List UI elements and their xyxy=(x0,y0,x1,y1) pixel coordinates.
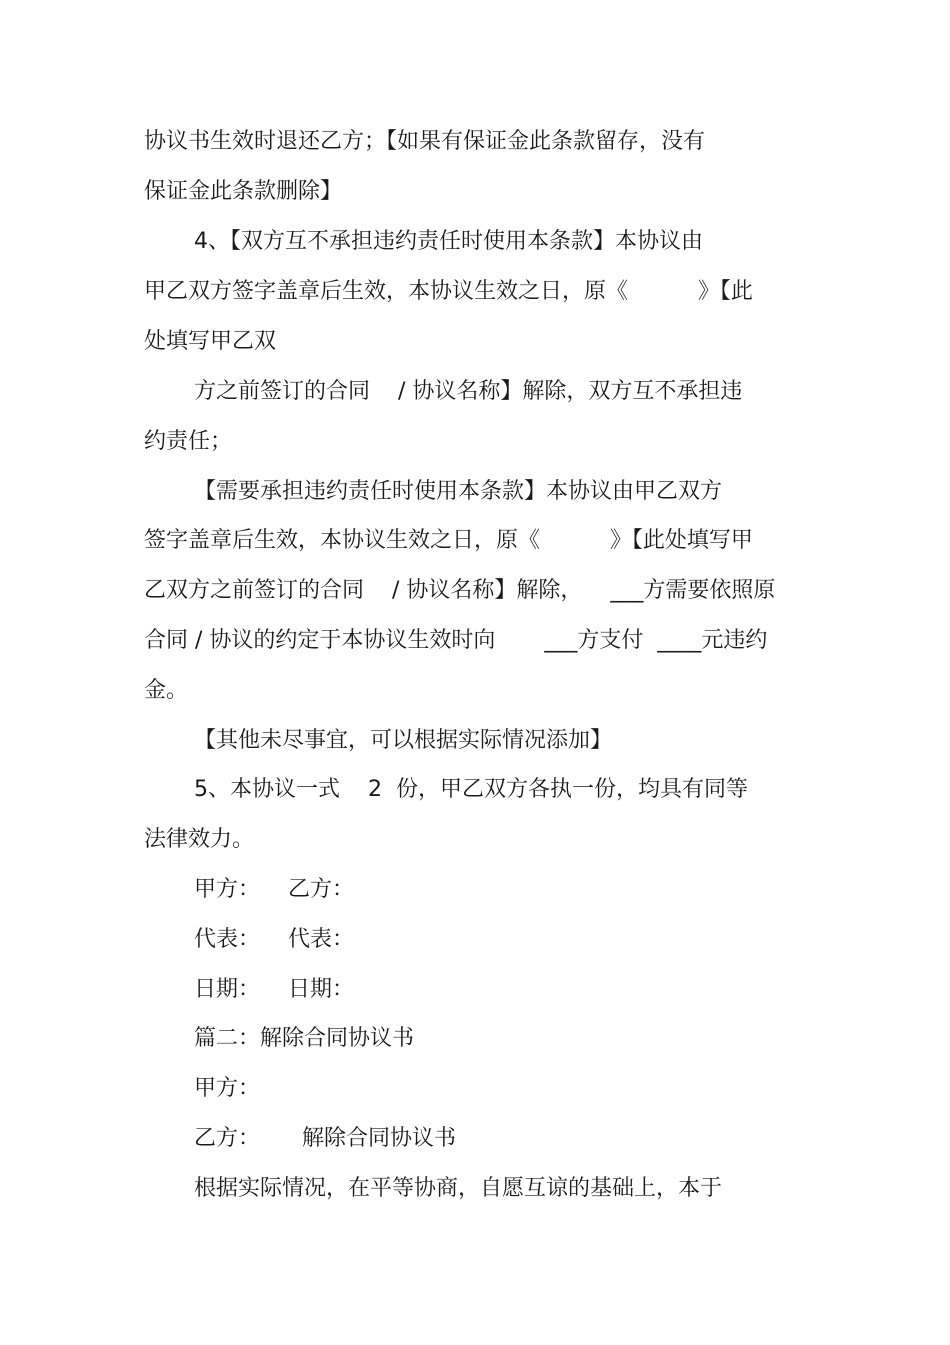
text-line: 保证金此条款删除】 xyxy=(144,179,343,204)
text-line: 代表： 代表： xyxy=(194,927,354,952)
text-line: 乙双方之前签订的合同 / 协议名称】解除， ___方需要依照原 xyxy=(144,578,776,603)
text-line: 约责任； xyxy=(144,429,233,454)
text-line: 【其他未尽事宜，可以根据实际情况添加】 xyxy=(194,728,613,753)
text-line: 合同 / 协议的约定于本协议生效时向 ___方支付 ____元违约 xyxy=(144,628,768,653)
text-line: 签字盖章后生效，本协议生效之日，原《 》【此处填写甲 xyxy=(144,528,753,553)
text-line: 金。 xyxy=(144,678,189,703)
text-line: 乙方： 解除合同协议书 xyxy=(194,1126,456,1151)
text-line: 5、本协议一式 2 份，甲乙双方各执一份，均具有同等 xyxy=(194,777,748,802)
text-line: 法律效力。 xyxy=(144,827,255,852)
text-line: 处填写甲乙双 xyxy=(144,329,277,354)
text-line: 甲方： xyxy=(194,1076,261,1101)
text-line: 甲方： 乙方： xyxy=(194,877,354,902)
text-line: 甲乙双方签字盖章后生效，本协议生效之日，原《 》【此 xyxy=(144,279,753,304)
text-line: 日期： 日期： xyxy=(194,977,354,1002)
text-line: 4、【双方互不承担违约责任时使用本条款】本协议由 xyxy=(194,229,703,254)
text-line: 协议书生效时退还乙方；【如果有保证金此条款留存，没有 xyxy=(144,129,706,154)
text-line: 根据实际情况，在平等协商，自愿互谅的基础上，本于 xyxy=(194,1176,723,1201)
text-line: 【需要承担违约责任时使用本条款】本协议由甲乙双方 xyxy=(194,479,723,504)
section-heading: 篇二：解除合同协议书 xyxy=(194,1026,415,1051)
text-line: 方之前签订的合同 / 协议名称】解除，双方互不承担违 xyxy=(194,379,743,404)
